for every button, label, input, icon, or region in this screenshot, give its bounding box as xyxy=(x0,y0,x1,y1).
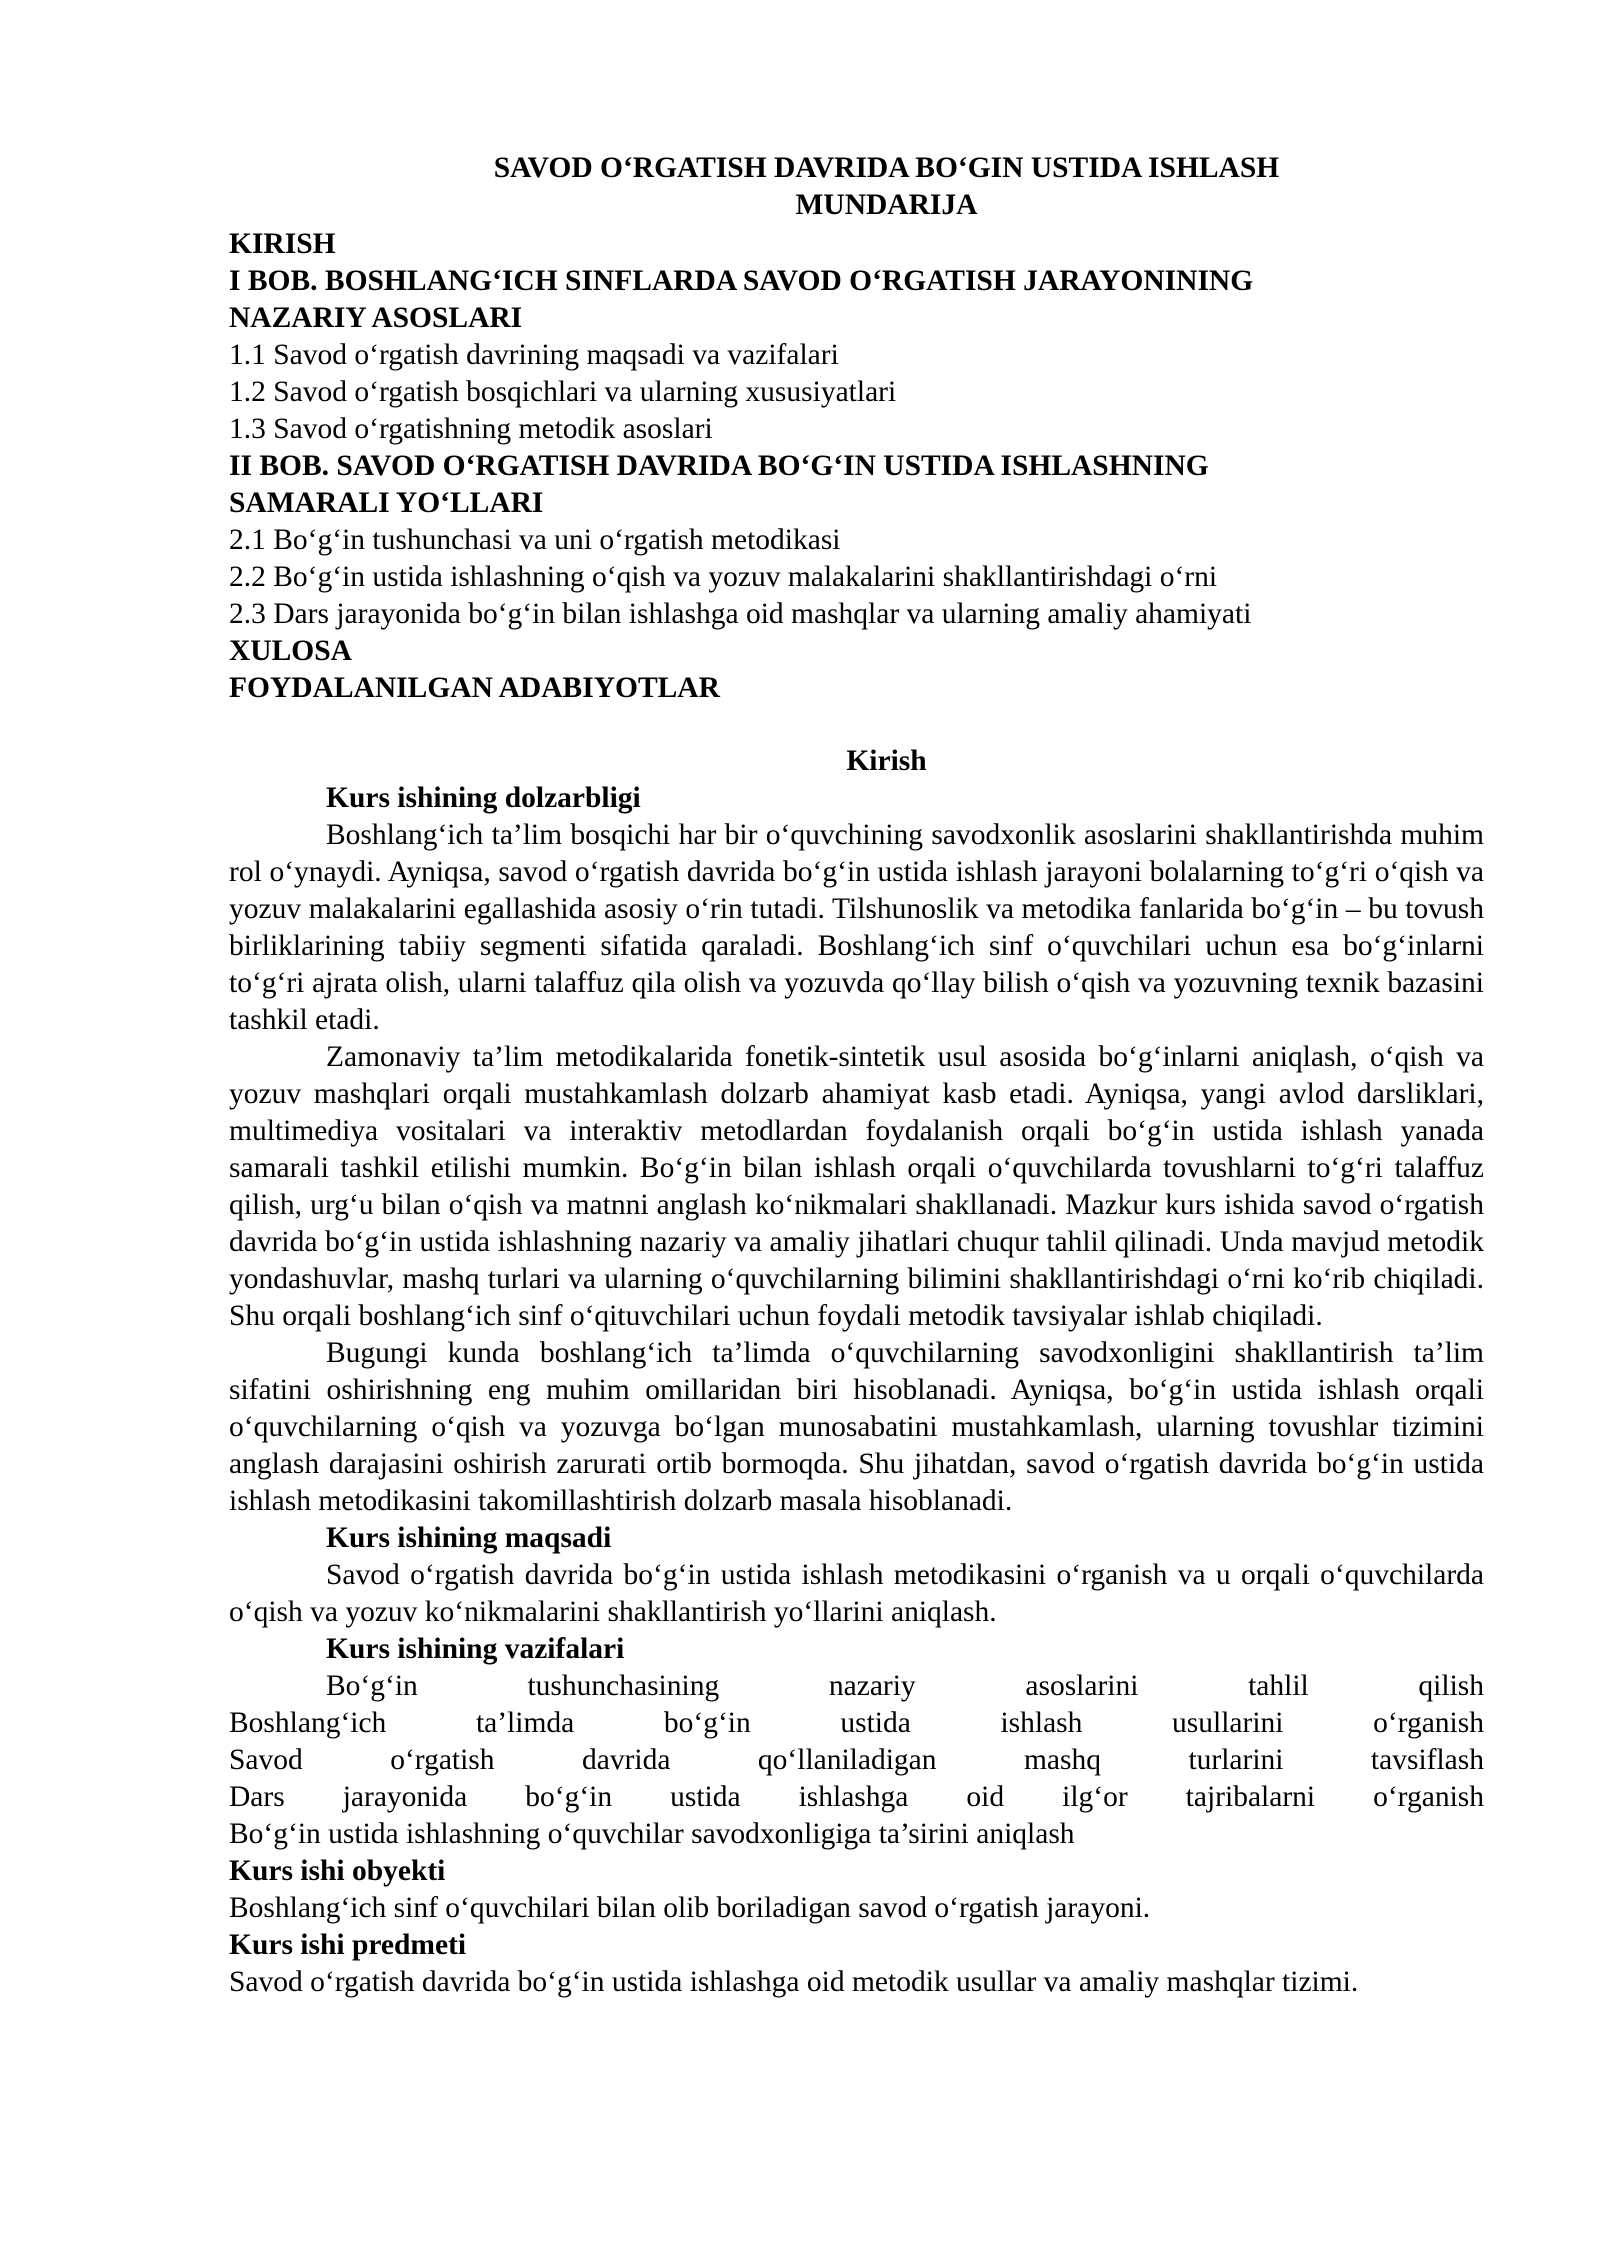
toc-item: 2.2 Bo‘g‘in ustida ishlashning o‘qish va yozuv malakalarini shakllantirishdagi o‘rni xyxy=(229,561,1218,593)
tasks-list xyxy=(229,1668,1484,1853)
task-item: Savod o‘rgatish davrida qo‘llaniladigan mashq turlarini tavsiflash xyxy=(229,1744,1484,1776)
task-item: Bo‘g‘in tushunchasining nazariy asoslarini tahlil qilish xyxy=(326,1670,1484,1702)
tasks-heading: Kurs ishining vazifalari xyxy=(326,1633,625,1665)
toc-item: NAZARIY ASOSLARI xyxy=(229,302,523,334)
document-title: SAVOD O‘RGATISH DAVRIDA BO‘GIN USTIDA ISHLASH xyxy=(493,152,1280,184)
title-block xyxy=(229,150,1484,224)
goal-paragraph: Savod o‘rgatish davrida bo‘g‘in ustida ishlash metodikasini o‘rganish va u orqali o‘quvchilarda o‘qish va yozuv ko‘nikmalarini shakllantirish yo‘llarini aniqlash. xyxy=(229,1559,1484,1628)
subject-heading: Kurs ishi predmeti xyxy=(229,1929,467,1961)
toc-item: II BOB. SAVOD O‘RGATISH DAVRIDA BO‘G‘IN USTIDA ISHLASHNING xyxy=(229,450,1209,482)
toc-item: 1.1 Savod o‘rgatish davrining maqsadi va vazifalari xyxy=(229,339,839,371)
document-page xyxy=(229,150,1484,2001)
toc-item: 2.1 Bo‘g‘in tushunchasi va uni o‘rgatish metodikasi xyxy=(229,524,841,556)
toc-item: 1.3 Savod o‘rgatishning metodik asoslari xyxy=(229,413,713,445)
toc-item: 1.2 Savod o‘rgatish bosqichlari va ularning xususiyatlari xyxy=(229,376,897,408)
table-of-contents xyxy=(229,226,1484,707)
toc-item: I BOB. BOSHLANG‘ICH SINFLARDA SAVOD O‘RGATISH JARAYONINING xyxy=(229,265,1254,297)
relevance-paragraph: Zamonaviy ta’lim metodikalarida fonetik-sintetik usul asosida bo‘g‘inlarni aniqlash, o‘qish va yozuv mashqlari orqali mustahkamlash dolzarb ahamiyat kasb etadi. Ayniqsa, yangi avlod darsliklari, multimediya vositalari va interaktiv metodlardan foydalanish orqali bo‘g‘in ustida ishlash yanada samarali tashkil etilishi mumkin. Bo‘g‘in bilan ishlash orqali o‘quvchilarda tovushlarni to‘g‘ri talaffuz qilish, urg‘u bilan o‘qish va matnni anglash ko‘nikmalari shakllanadi. Mazkur kurs ishida savod o‘rgatish davrida bo‘g‘in ustida ishlashning nazariy va amaliy jihatlari chuqur tahlil qilinadi. Unda mavjud metodik yondashuvlar, mashq turlari va ularning o‘quvchilarning bilimini shakllantirishdagi o‘rni ko‘rib chiqiladi. Shu orqali boshlang‘ich sinf o‘qituvchilari uchun foydali metodik tavsiyalar ishlab chiqiladi. xyxy=(229,1041,1484,1332)
toc-item: SAMARALI YO‘LLARI xyxy=(229,487,544,519)
toc-item: 2.3 Dars jarayonida bo‘g‘in bilan ishlashga oid mashqlar va ularning amaliy ahamiyati xyxy=(229,598,1252,630)
task-item: Dars jarayonida bo‘g‘in ustida ishlashga oid ilg‘or tajribalarni o‘rganish xyxy=(229,1781,1484,1813)
relevance-paragraph: Bugungi kunda boshlang‘ich ta’limda o‘quvchilarning savodxonligini shakllantirish ta’lim sifatini oshirishning eng muhim omillaridan biri hisoblanadi. Ayniqsa, bo‘g‘in ustida ishlash orqali o‘quvchilarning o‘qish va yozuvga bo‘lgan munosabatini mustahkamlash, ularning tovushlar tizimini anglash darajasini oshirish zarurati ortib bormoqda. Shu jihatdan, savod o‘rgatish davrida bo‘g‘in ustida ishlash metodikasini takomillashtirish dolzarb masala hisoblanadi. xyxy=(229,1337,1484,1517)
relevance-heading: Kurs ishining dolzarbligi xyxy=(326,782,641,814)
relevance-paragraph: Boshlang‘ich ta’lim bosqichi har bir o‘quvchining savodxonlik asoslarini shakllantirishda muhim rol o‘ynaydi. Ayniqsa, savod o‘rgatish davrida bo‘g‘in ustida ishlash jarayoni bolalarning to‘g‘ri o‘qish va yozuv malakalarini egallashida asosiy o‘rin tutadi. Tilshunoslik va metodika fanlarida bo‘g‘in – bu tovush birliklarining tabiiy segmenti sifatida qaraladi. Boshlang‘ich sinf o‘quvchilari uchun esa bo‘g‘inlarni to‘g‘ri ajrata olish, ularni talaffuz qila olish va yozuvda qo‘llay bilish o‘qish va yozuvning texnik bazasini tashkil etadi. xyxy=(229,819,1484,1036)
object-heading: Kurs ishi obyekti xyxy=(229,1855,446,1887)
object-text: Boshlang‘ich sinf o‘quvchilari bilan olib boriladigan savod o‘rgatish jarayoni. xyxy=(229,1892,1151,1924)
task-item: Boshlang‘ich ta’limda bo‘g‘in ustida ishlash usullarini o‘rganish xyxy=(229,1707,1484,1739)
toc-heading: MUNDARIJA xyxy=(795,189,978,221)
toc-item: FOYDALANILGAN ADABIYOTLAR xyxy=(229,672,720,704)
toc-item: XULOSA xyxy=(229,635,352,667)
intro-heading: Kirish xyxy=(846,745,927,777)
task-item: Bo‘g‘in ustida ishlashning o‘quvchilar savodxonligiga ta’sirini aniqlash xyxy=(229,1818,1075,1850)
goal-heading: Kurs ishining maqsadi xyxy=(326,1522,612,1554)
subject-text: Savod o‘rgatish davrida bo‘g‘in ustida ishlashga oid metodik usullar va amaliy mashqlar tizimi. xyxy=(229,1966,1359,1998)
toc-item: KIRISH xyxy=(229,228,336,260)
